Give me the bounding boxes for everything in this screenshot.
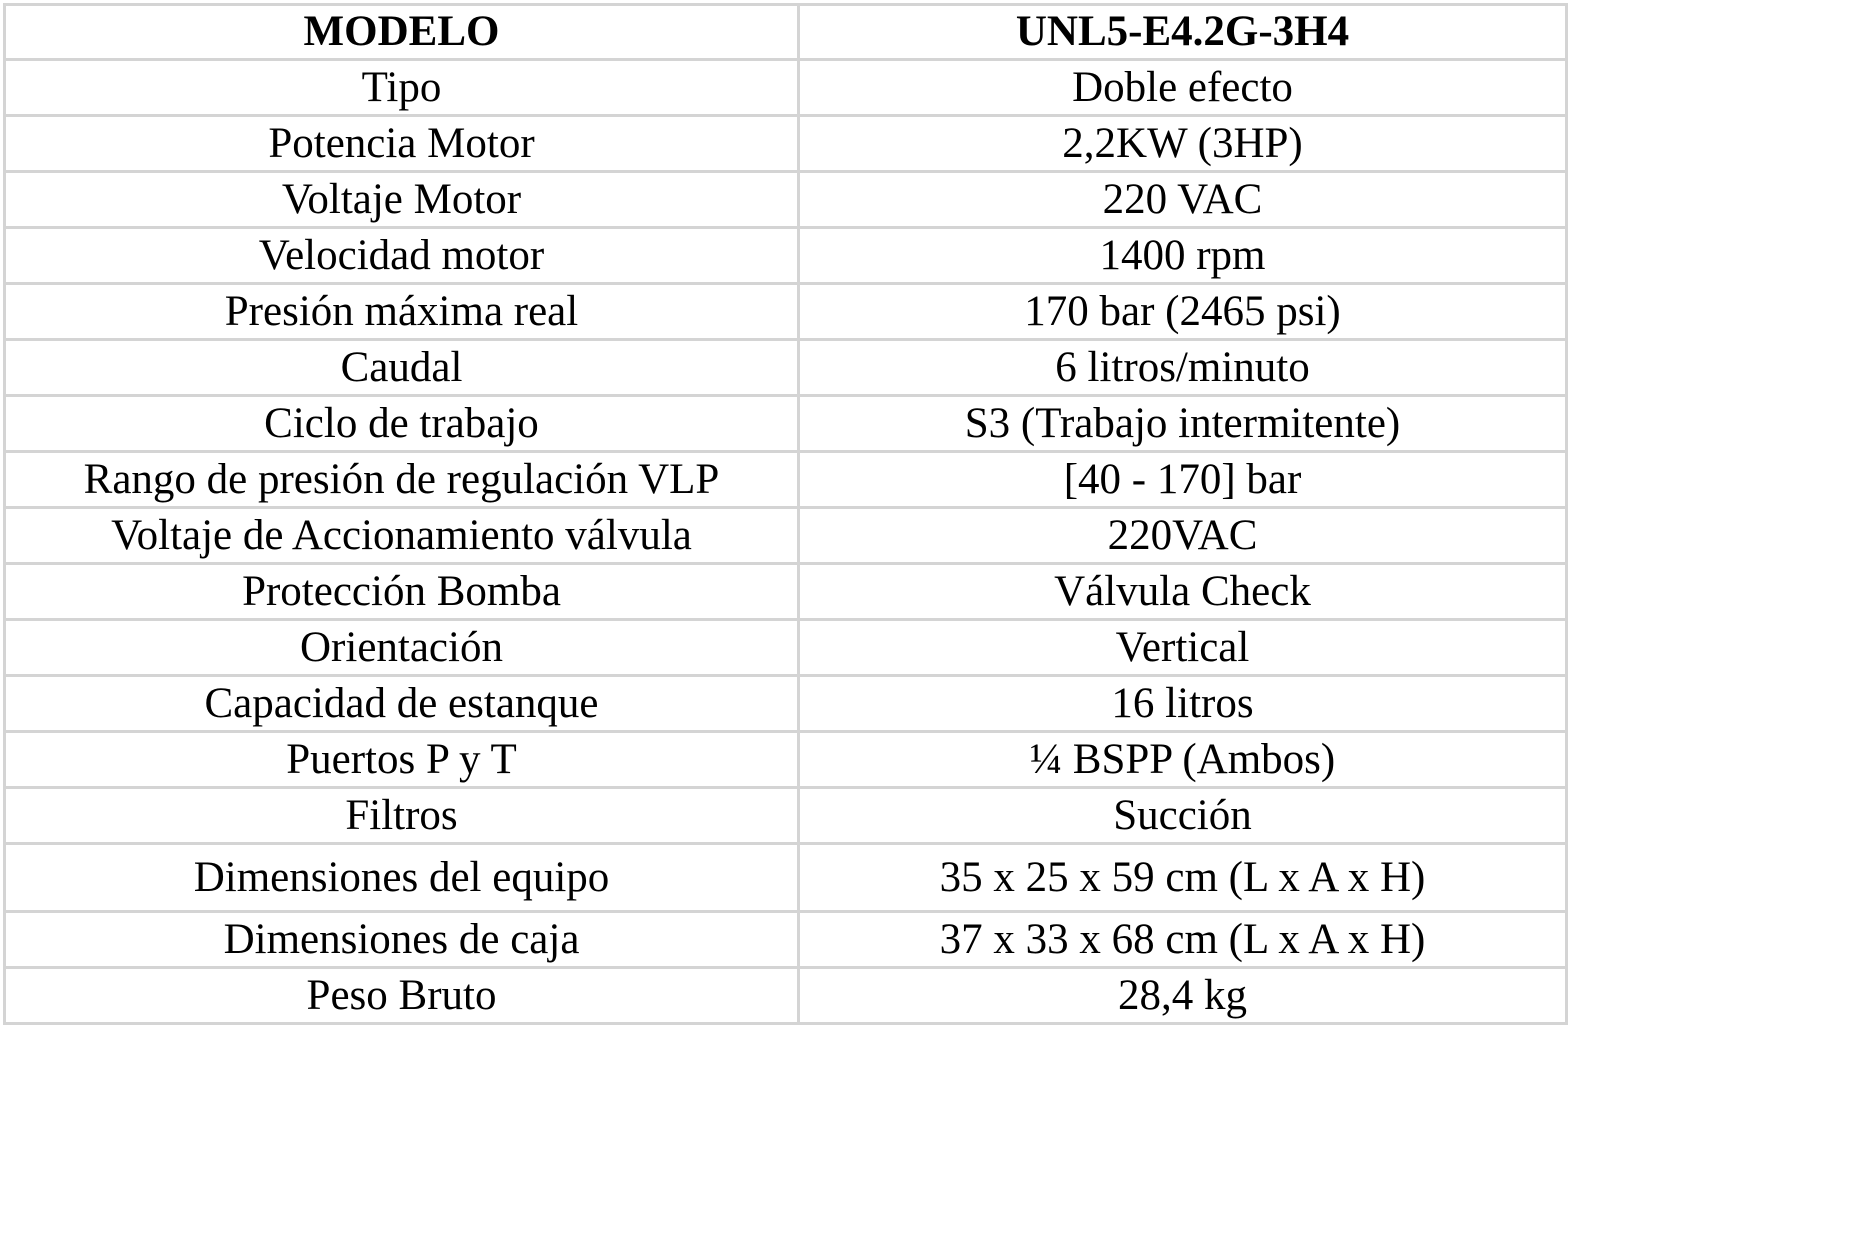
table-row xyxy=(5,60,1567,116)
table-row xyxy=(5,676,1567,732)
row-label-voltaje-motor: Voltaje Motor xyxy=(5,172,799,228)
row-label-dimensiones-equipo: Dimensiones del equipo xyxy=(5,844,799,912)
row-value-filtros: Succión xyxy=(799,788,1567,844)
row-label-potencia-motor: Potencia Motor xyxy=(5,116,799,172)
table-row xyxy=(5,844,1567,912)
table-header-row xyxy=(5,5,1567,60)
row-value-voltaje-motor: 220 VAC xyxy=(799,172,1567,228)
row-value-velocidad-motor: 1400 rpm xyxy=(799,228,1567,284)
row-label-caudal: Caudal xyxy=(5,340,799,396)
row-value-rango-presion: [40 - 170] bar xyxy=(799,452,1567,508)
row-label-puertos: Puertos P y T xyxy=(5,732,799,788)
table-row xyxy=(5,564,1567,620)
row-value-tipo: Doble efecto xyxy=(799,60,1567,116)
header-label-cell: MODELO xyxy=(5,5,799,60)
header-value-cell: UNL5-E4.2G-3H4 xyxy=(799,5,1567,60)
row-value-potencia-motor: 2,2KW (3HP) xyxy=(799,116,1567,172)
table-row xyxy=(5,620,1567,676)
row-value-dimensiones-caja: 37 x 33 x 68 cm (L x A x H) xyxy=(799,912,1567,968)
table-row xyxy=(5,340,1567,396)
row-value-caudal: 6 litros/minuto xyxy=(799,340,1567,396)
table-row xyxy=(5,968,1567,1024)
row-label-orientacion: Orientación xyxy=(5,620,799,676)
row-label-filtros: Filtros xyxy=(5,788,799,844)
row-label-rango-presion: Rango de presión de regulación VLP xyxy=(5,452,799,508)
table-row xyxy=(5,788,1567,844)
row-value-orientacion: Vertical xyxy=(799,620,1567,676)
row-label-dimensiones-caja: Dimensiones de caja xyxy=(5,912,799,968)
table-row xyxy=(5,732,1567,788)
row-label-tipo: Tipo xyxy=(5,60,799,116)
table-row xyxy=(5,116,1567,172)
table-row xyxy=(5,452,1567,508)
row-value-capacidad-estanque: 16 litros xyxy=(799,676,1567,732)
row-label-presion-maxima: Presión máxima real xyxy=(5,284,799,340)
table-row xyxy=(5,396,1567,452)
spec-table xyxy=(3,3,1568,1025)
row-value-voltaje-valvula: 220VAC xyxy=(799,508,1567,564)
row-value-dimensiones-equipo: 35 x 25 x 59 cm (L x A x H) xyxy=(799,844,1567,912)
row-value-puertos: ¼ BSPP (Ambos) xyxy=(799,732,1567,788)
row-label-voltaje-valvula: Voltaje de Accionamiento válvula xyxy=(5,508,799,564)
table-row xyxy=(5,912,1567,968)
row-value-presion-maxima: 170 bar (2465 psi) xyxy=(799,284,1567,340)
table-row xyxy=(5,284,1567,340)
row-label-ciclo-trabajo: Ciclo de trabajo xyxy=(5,396,799,452)
table-row xyxy=(5,172,1567,228)
table-row xyxy=(5,508,1567,564)
row-label-proteccion-bomba: Protección Bomba xyxy=(5,564,799,620)
row-value-proteccion-bomba: Válvula Check xyxy=(799,564,1567,620)
row-label-velocidad-motor: Velocidad motor xyxy=(5,228,799,284)
row-value-ciclo-trabajo: S3 (Trabajo intermitente) xyxy=(799,396,1567,452)
row-label-capacidad-estanque: Capacidad de estanque xyxy=(5,676,799,732)
row-label-peso-bruto: Peso Bruto xyxy=(5,968,799,1024)
row-value-peso-bruto: 28,4 kg xyxy=(799,968,1567,1024)
table-row xyxy=(5,228,1567,284)
